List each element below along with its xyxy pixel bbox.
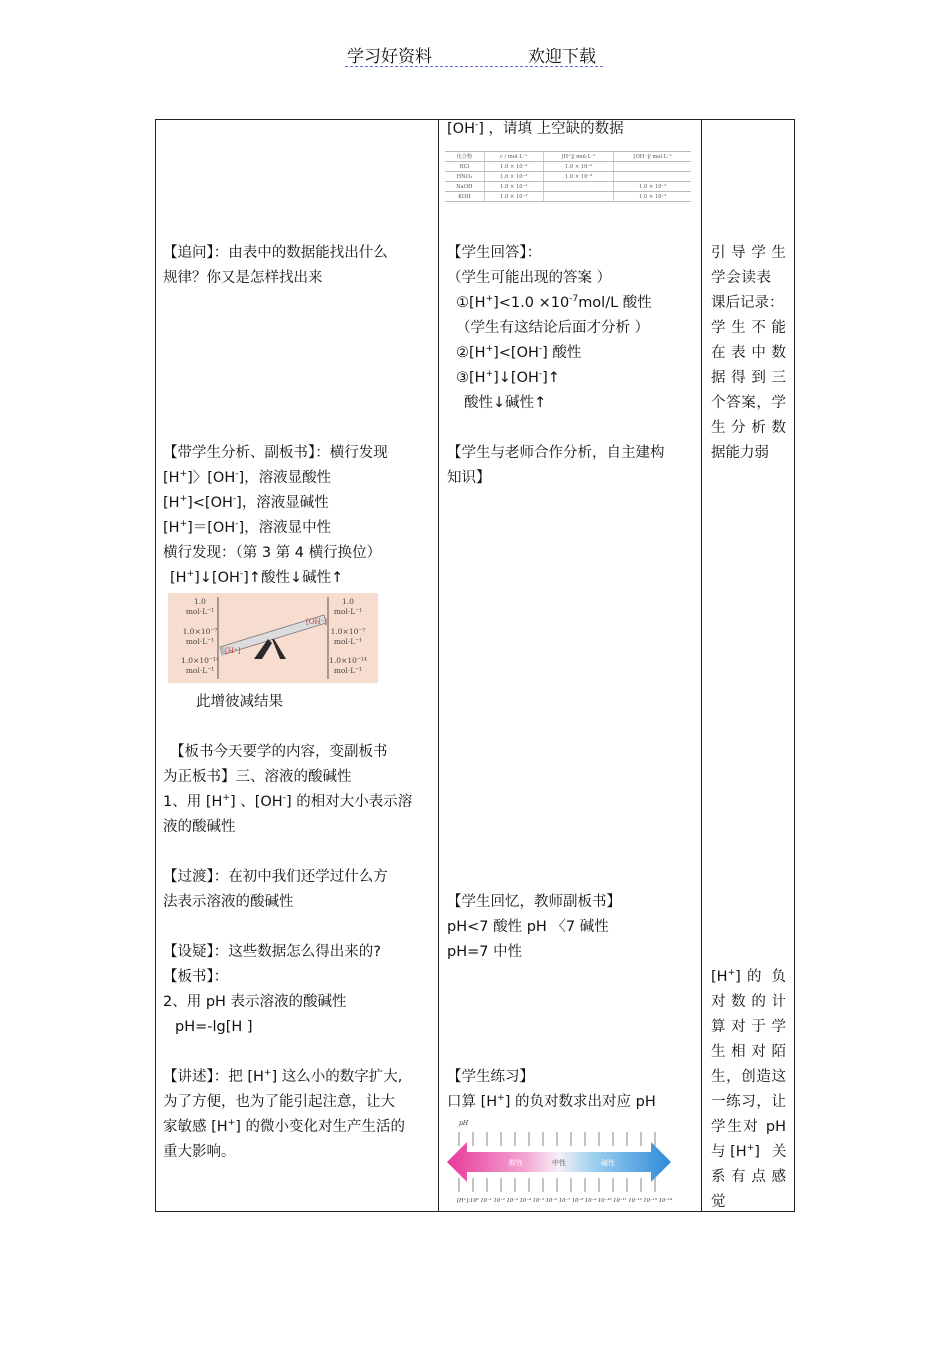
svg-text:1.0×10⁻⁷: 1.0×10⁻⁷: [330, 627, 366, 636]
svg-text:mol·L⁻¹: mol·L⁻¹: [333, 666, 363, 675]
rule-neutral: [H+]＝[OH-]，溶液显中性: [163, 519, 332, 536]
table-header: [H⁺]/ mol·L⁻¹: [543, 152, 614, 162]
rule-acid: [H+]〉[OH-]，溶液显酸性: [163, 469, 332, 486]
svg-text:mol·L⁻¹: mol·L⁻¹: [333, 637, 363, 646]
banshu-line-1: 【板书今天要学的内容，变副板书: [170, 744, 388, 760]
table-row: [445, 172, 691, 182]
ph-formula: pH=-lg[H ]: [175, 1019, 253, 1035]
h-concentration-axis: [H⁺]:10⁰ 10⁻¹ 10⁻² 10⁻³ 10⁻⁴ 10⁻⁵ 10⁻⁶ 10⁻⁷ 10⁻⁸ 10⁻⁹ 10⁻¹⁰ 10⁻¹¹ 10⁻¹² 10⁻¹³ 10⁻¹⁴: [457, 1198, 673, 1204]
answer-1: ①[H+]<1.0 $\times 10^{-7}mol/L$ 酸性: [456, 294, 652, 311]
table-cell: 1.0 × 10⁻²: [484, 162, 543, 172]
svg-text:mol·L⁻¹: mol·L⁻¹: [185, 666, 215, 675]
zhuiwen-line-2: 规律？你又是怎样找出来: [163, 270, 323, 286]
table-cell: 1.0 × 10⁻³: [543, 172, 614, 182]
table-cell: 1.0 × 10⁻²: [543, 162, 614, 172]
svg-text:1.0: 1.0: [342, 597, 354, 606]
svg-text:mol·L⁻¹: mol·L⁻¹: [333, 607, 363, 616]
jiangshu-line-2: 为了方便，也为了能引起注意，让大: [163, 1094, 395, 1110]
table-cell: 1.0 × 10⁻³: [614, 192, 691, 202]
header-left: 学习好资料: [347, 47, 432, 67]
neutral-label: 中性: [552, 1159, 566, 1167]
svg-text:[H⁺]: [H⁺]: [225, 647, 241, 655]
seesaw-caption: 此增彼减结果: [196, 694, 283, 710]
table-header: [OH⁻]/ mol·L⁻¹: [614, 152, 691, 162]
header-divider: [345, 66, 603, 67]
jiangshu-line-1: 【讲述】：把 [H+] 这么小的数字扩大,: [163, 1068, 403, 1085]
column-divider: [701, 120, 702, 1211]
svg-text:[OH⁻]: [OH⁻]: [306, 618, 327, 626]
acid-label: 酸性: [509, 1159, 523, 1167]
table-cell: KOH: [445, 192, 484, 202]
concentration-table: [445, 151, 691, 202]
sheyi-line: 【设疑】：这些数据怎么得出来的?: [163, 944, 381, 960]
svg-text:1.0×10⁻¹⁴: 1.0×10⁻¹⁴: [329, 656, 367, 665]
table-cell: 1.0 × 10⁻³: [484, 172, 543, 182]
jiangshu-line-3: 家敏感 [H+] 的微小变化对生产生活的: [163, 1118, 405, 1135]
zhuiwen-line-1: 【追问】：由表中的数据能找出什么: [163, 245, 388, 261]
column-divider: [438, 120, 439, 1211]
banshu-ph: 2、用 pH 表示溶液的酸碱性: [163, 994, 347, 1010]
table-cell: HNO₃: [445, 172, 484, 182]
banshu-line-3: 1、用 [H+] 、[OH-] 的相对大小表示溶: [163, 793, 413, 810]
ph-less-7: pH<7 酸性 pH 〈7 碱性: [447, 919, 609, 935]
base-label: 碱性: [601, 1159, 615, 1167]
banshu-label: 【板书】：: [163, 969, 229, 985]
conclusion-note: （学生有这结论后面才分析 ）: [456, 320, 650, 336]
seesaw-diagram: [168, 593, 378, 683]
practice-heading: 【学生练习】: [447, 1069, 534, 1085]
ph-scale-diagram: [445, 1116, 673, 1208]
table-header: 化合物: [445, 152, 484, 162]
table-cell: 1.0 × 10⁻²: [614, 182, 691, 192]
table-cell: [543, 182, 614, 192]
possible-answers: （学生可能出现的答案 ）: [447, 270, 612, 286]
table-cell: [614, 162, 691, 172]
table-cell: HCl: [445, 162, 484, 172]
row-swap-note: 横行发现：（第 3 第 4 横行换位）: [163, 545, 382, 561]
answer-3: ③[H+]↓[OH-]↑: [456, 369, 560, 386]
rule-base: [H+]<[OH-]，溶液显碱性: [163, 494, 329, 511]
table-row: [445, 162, 691, 172]
table-cell: [543, 192, 614, 202]
guodu-line-2: 法表示溶液的酸碱性: [163, 894, 294, 910]
analysis-heading: 【带学生分析、副板书】：横行发现: [163, 445, 388, 461]
collab-line-1: 【学生与老师合作分析，自主建构: [447, 445, 665, 461]
recall-heading: 【学生回忆，教师副板书】: [447, 894, 621, 910]
header-right: 欢迎下载: [528, 47, 596, 67]
practice-task: 口算 [H+] 的负对数求出对应 pH: [447, 1093, 656, 1110]
jiangshu-line-4: 重大影响。: [163, 1144, 236, 1160]
table-cell: NaOH: [445, 182, 484, 192]
svg-text:mol·L⁻¹: mol·L⁻¹: [185, 607, 215, 616]
table-header: c / mol·L⁻¹: [484, 152, 543, 162]
banshu-line-4: 液的酸碱性: [163, 819, 236, 835]
ph-eq-7: pH=7 中性: [447, 944, 523, 960]
table-row: [445, 192, 691, 202]
student-answer-heading: 【学生回答】：: [447, 245, 542, 261]
table-cell: [614, 172, 691, 182]
fill-table-instruction: [OH-] ，请填 上空缺的数据: [447, 120, 624, 137]
table-cell: 1.0 × 10⁻²: [484, 182, 543, 192]
answer-2: ②[H+]<[OH-] 酸性: [456, 344, 582, 361]
svg-text:1.0: 1.0: [194, 597, 206, 606]
trend-line: [H+]↓[OH-]↑酸性↓碱性↑: [170, 569, 344, 586]
guodu-line-1: 【过渡】：在初中我们还学过什么方: [163, 869, 388, 885]
ph-scale-title: pH: [459, 1120, 469, 1127]
svg-text:1.0×10⁻⁷: 1.0×10⁻⁷: [182, 627, 218, 636]
banshu-line-2: 为正板书】三、溶液的酸碱性: [163, 769, 352, 785]
table-row: [445, 182, 691, 192]
svg-text:mol·L⁻¹: mol·L⁻¹: [185, 637, 215, 646]
svg-text:1.0×10⁻¹⁴: 1.0×10⁻¹⁴: [181, 656, 219, 665]
table-cell: 1.0 × 10⁻³: [484, 192, 543, 202]
collab-line-2: 知识】: [447, 470, 491, 486]
answer-3-tail: 酸性↓碱性↑: [464, 395, 547, 411]
